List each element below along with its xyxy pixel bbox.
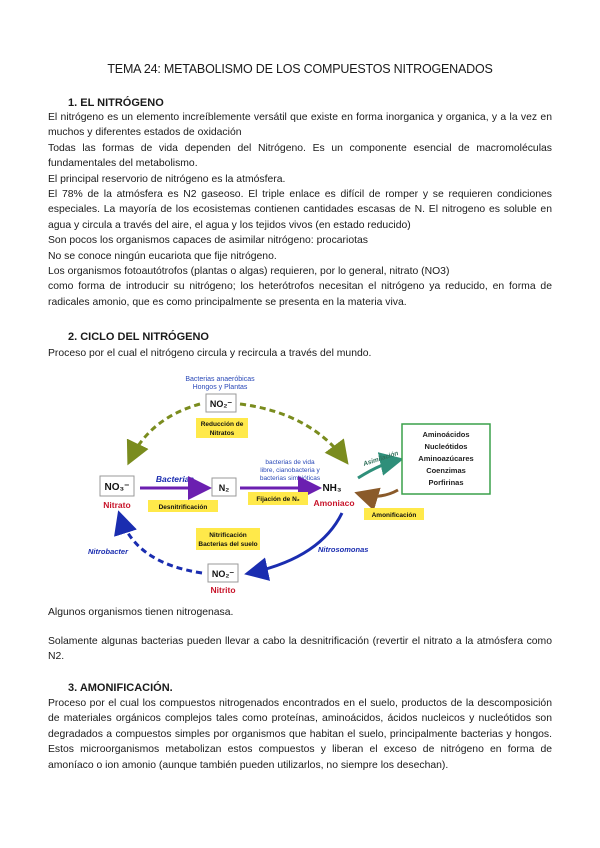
anaerobic-bacteria-label: Bacterias anaeróbicas [185, 376, 255, 383]
nitrification-label-1: Nitrificación [209, 532, 247, 539]
organic-item: Porfirinas [428, 478, 464, 487]
paragraph: Todas las formas de vida dependen del Nitrógeno. Es un componente esencial de macromoléculas fundamentales del metabolismo. [48, 142, 552, 170]
denitrification-label: Desnitrificación [158, 504, 208, 511]
organic-item: Aminoazúcares [418, 454, 474, 463]
paragraph: El nitrógeno es un elemento increíblemente versátil que existe en forma inorganica y organica, y a la vez en muchos y diferentes estados de oxidación [48, 112, 552, 139]
section-3-heading: 3. AMONIFICACIÓN. [68, 682, 173, 694]
reduction-label-1: Reducción de [200, 421, 244, 428]
nitrobacter-arrow [120, 516, 202, 573]
paragraph: No se conoce ningún eucariota que fije nitrógeno. [48, 250, 277, 262]
fungi-plants-label: Hongos y Plantas [192, 384, 248, 391]
page-title: TEMA 24: METABOLISMO DE LOS COMPUESTOS NITROGENADOS [107, 62, 493, 76]
organic-item: Aminoácidos [422, 430, 470, 439]
section-2-heading: 2. CICLO DEL NITRÓGENO [68, 331, 209, 343]
reduction-arrow-left [130, 404, 200, 460]
no2-bottom-label: NO₂⁻ [211, 569, 235, 579]
reduction-label-2: Nitratos [209, 430, 235, 437]
no3-label: NO₃⁻ [104, 482, 130, 493]
nitrobacter-label: Nitrobacter [88, 547, 129, 556]
nitrosomonas-label: Nitrosomonas [318, 545, 369, 554]
n2-label: N₂ [218, 483, 230, 493]
nh3-label: NH₃ [322, 483, 342, 494]
section-2-after-1: Algunos organismos tienen nitrogenasa. [48, 607, 234, 618]
ammonification-arrow [360, 490, 398, 496]
bacterias-label: Bacterias [155, 474, 195, 484]
fixation-text-2: libre, cianobacteria y [260, 467, 320, 474]
section-1-heading: 1. EL NITRÓGENO [68, 97, 164, 109]
no2-top-label: NO₂⁻ [209, 399, 233, 409]
section-2-after-2: Solamente algunas bacterias pueden llevar a cabo la desnitrificación (revertir el nitrato a la atmósfera como N2. [48, 636, 552, 663]
fixation-label: Fijación de N₂ [256, 496, 300, 503]
fixation-text-3: bacterias simbióticas [259, 475, 321, 482]
section-3-body: Proceso por el cual los compuestos nitrogenados encontrados en el suelo, productos de la descomposición de materiales orgánicos complejos tales como proteínas, aminoácidos, ácidos nucleicos y nucleótidos son degradados a compuestos simples por organismos que habitan el suelo, principalmente bacterias y hongos. Estos microorganismos metabolizan estos compuestos y liberan el exceso de nitrógeno en forma de amoníaco o ion amonio (aunque también pueden utilizarlos, no siempre los desechan). [48, 698, 552, 771]
nitrogen-cycle-diagram [80, 368, 520, 598]
ammonification-label: Amonificación [371, 512, 417, 519]
assimilation-label: Asimilación [362, 449, 400, 468]
paragraph: Son pocos los organismos capaces de asimilar nitrógeno: procariotas [48, 235, 368, 247]
paragraph: como forma de introducir su nitrógeno; los heterótrofos necesitan el nitrógeno ya reducido, en forma de radicales amonio, que es como principalmente se presenta en la materia viva. [48, 281, 552, 308]
amoniaco-label: Amoniaco [313, 498, 355, 508]
paragraph: El principal reservorio de nitrógeno es la atmósfera. [48, 173, 286, 185]
organic-item: Coenzimas [426, 466, 466, 475]
reduction-arrow-right [240, 404, 345, 460]
nitrito-label: Nitrito [210, 585, 236, 595]
fixation-text-1: bacterias de vida [265, 459, 315, 466]
organic-item: Nucleótidos [424, 442, 468, 451]
paragraph: Los organismos fotoautótrofos (plantas o algas) requieren, por lo general, nitrato (NO3) [48, 266, 450, 278]
paragraph: El 78% de la atmósfera es N2 gaseoso. El triple enlace es difícil de romper y se requieren condiciones especiales. La mayoría de los ecosistemas contienen cantidades escasas de N. El nitrogeno es soluble en agua y circula a través del aire, el agua y los tejidos vivos (en estado reducido) [48, 189, 552, 231]
section-2-intro: Proceso por el cual el nitrógeno circula y recircula a través del mundo. [48, 348, 372, 359]
nitrosomonas-arrow [250, 513, 342, 573]
nitrification-label-2: Bacterias del suelo [198, 541, 258, 548]
nitrato-label: Nitrato [103, 500, 131, 510]
section-1-body [48, 110, 552, 310]
